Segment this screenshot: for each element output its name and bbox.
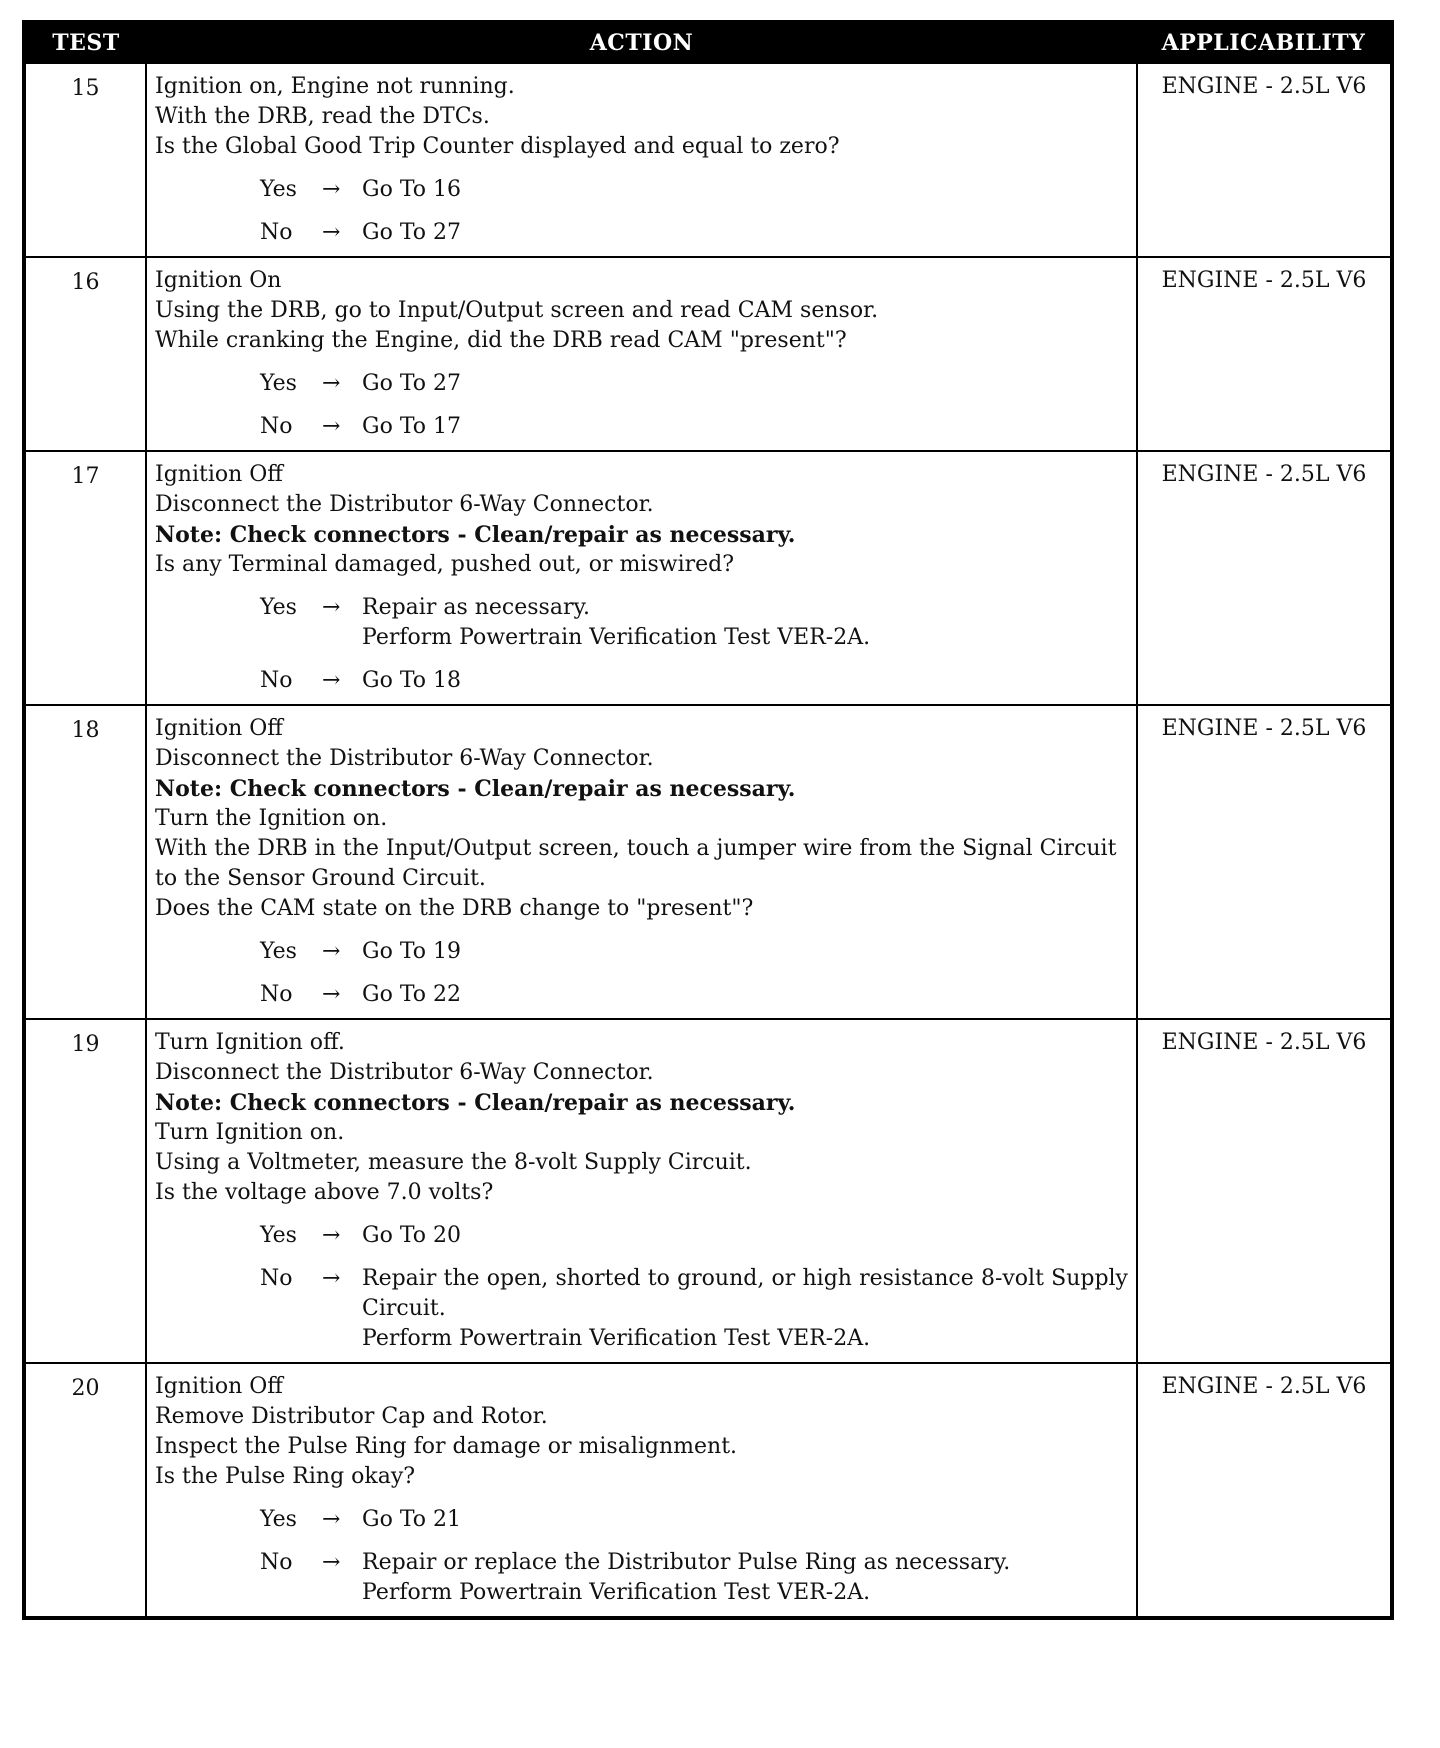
result-line: Go To 27	[362, 220, 462, 245]
header-action: ACTION	[146, 22, 1137, 63]
result-line: Go To 17	[362, 414, 462, 439]
right-arrow-icon: →	[322, 668, 341, 693]
applicability-value: ENGINE - 2.5L V6	[1137, 257, 1392, 451]
right-arrow-icon: →	[322, 595, 341, 620]
action-step: While cranking the Engine, did the DRB read CAM "present"?	[155, 328, 847, 353]
action-step: Disconnect the Distributor 6-Way Connector.	[155, 746, 654, 771]
right-arrow-icon: →	[322, 414, 341, 439]
result-line: Go To 22	[362, 982, 462, 1007]
action-step: Does the CAM state on the DRB change to "present"?	[155, 896, 754, 921]
result-line: Go To 21	[362, 1507, 462, 1532]
action-step: Using a Voltmeter, measure the 8-volt Supply Circuit.	[155, 1150, 752, 1175]
test-number: 20	[24, 1363, 146, 1618]
table-row	[24, 705, 1392, 1019]
action-step: Ignition Off	[155, 462, 283, 487]
right-arrow-icon: →	[322, 1507, 341, 1532]
action-step: Turn Ignition on.	[155, 1120, 345, 1145]
right-arrow-icon: →	[322, 371, 341, 396]
branch-result	[362, 1264, 1128, 1354]
diagnostic-test-table	[22, 20, 1394, 1620]
branch-result	[362, 1505, 1128, 1535]
branch-yes	[155, 175, 1128, 205]
applicability-value: ENGINE - 2.5L V6	[1137, 1019, 1392, 1363]
result-line: Perform Powertrain Verification Test VER-2A.	[362, 1580, 871, 1605]
answer-label: Yes	[260, 177, 297, 202]
answer-label: No	[260, 1550, 293, 1575]
branch-result	[362, 593, 1128, 653]
action-step: Ignition on, Engine not running.	[155, 74, 515, 99]
action-cell	[146, 705, 1137, 1019]
action-step: Ignition On	[155, 268, 282, 293]
test-number: 19	[24, 1019, 146, 1363]
result-line: Go To 19	[362, 939, 462, 964]
branch-result	[362, 1221, 1128, 1251]
branch-result	[362, 218, 1128, 248]
answer-label: No	[260, 982, 293, 1007]
action-cell	[146, 63, 1137, 257]
action-step: Is the Global Good Trip Counter displayed and equal to zero?	[155, 134, 840, 159]
action-step: Disconnect the Distributor 6-Way Connector.	[155, 492, 654, 517]
branch-no	[155, 1548, 1128, 1608]
answer-label: No	[260, 668, 293, 693]
answer-label: Yes	[260, 595, 297, 620]
branch-result	[362, 412, 1128, 442]
branch-yes	[155, 1221, 1128, 1251]
action-step: Inspect the Pulse Ring for damage or misalignment.	[155, 1434, 738, 1459]
action-step: Remove Distributor Cap and Rotor.	[155, 1404, 548, 1429]
answer-label: No	[260, 220, 293, 245]
answer-label: Yes	[260, 1507, 297, 1532]
branch-yes	[155, 1505, 1128, 1535]
action-cell	[146, 1019, 1137, 1363]
action-cell	[146, 451, 1137, 705]
action-cell	[146, 1363, 1137, 1618]
branch-result	[362, 1548, 1128, 1608]
result-line: Go To 20	[362, 1223, 462, 1248]
result-line: Perform Powertrain Verification Test VER-2A.	[362, 1326, 871, 1351]
header-applicability: APPLICABILITY	[1137, 22, 1392, 63]
test-number: 15	[24, 63, 146, 257]
table-row	[24, 257, 1392, 451]
table-row	[24, 1019, 1392, 1363]
right-arrow-icon: →	[322, 982, 341, 1007]
result-line: Go To 27	[362, 371, 462, 396]
right-arrow-icon: →	[322, 1266, 341, 1291]
right-arrow-icon: →	[322, 177, 341, 202]
action-step: Turn Ignition off.	[155, 1030, 345, 1055]
table-row	[24, 63, 1392, 257]
branch-result	[362, 175, 1128, 205]
result-line: Perform Powertrain Verification Test VER-2A.	[362, 625, 871, 650]
action-step: With the DRB, read the DTCs.	[155, 104, 490, 129]
action-step: Ignition Off	[155, 716, 283, 741]
answer-label: No	[260, 1266, 293, 1291]
applicability-value: ENGINE - 2.5L V6	[1137, 1363, 1392, 1618]
action-step: Disconnect the Distributor 6-Way Connector.	[155, 1060, 654, 1085]
right-arrow-icon: →	[322, 220, 341, 245]
note-text: Note: Check connectors - Clean/repair as necessary.	[155, 522, 796, 548]
branch-no	[155, 1264, 1128, 1354]
answer-label: No	[260, 414, 293, 439]
table-body	[24, 63, 1392, 1618]
action-cell	[146, 257, 1137, 451]
applicability-value: ENGINE - 2.5L V6	[1137, 63, 1392, 257]
branch-result	[362, 666, 1128, 696]
test-number: 17	[24, 451, 146, 705]
result-line: Go To 16	[362, 177, 462, 202]
branch-result	[362, 980, 1128, 1010]
branch-result	[362, 937, 1128, 967]
answer-label: Yes	[260, 371, 297, 396]
result-line: Go To 18	[362, 668, 462, 693]
action-step: Is the Pulse Ring okay?	[155, 1464, 416, 1489]
branch-yes	[155, 593, 1128, 653]
branch-no	[155, 218, 1128, 248]
branch-no	[155, 412, 1128, 442]
branch-result	[362, 369, 1128, 399]
action-step: Is the voltage above 7.0 volts?	[155, 1180, 494, 1205]
header-test: TEST	[24, 22, 146, 63]
branch-yes	[155, 937, 1128, 967]
branch-yes	[155, 369, 1128, 399]
applicability-value: ENGINE - 2.5L V6	[1137, 451, 1392, 705]
right-arrow-icon: →	[322, 1223, 341, 1248]
note-text: Note: Check connectors - Clean/repair as necessary.	[155, 776, 796, 802]
note-text: Note: Check connectors - Clean/repair as necessary.	[155, 1090, 796, 1116]
table-row	[24, 451, 1392, 705]
branch-no	[155, 666, 1128, 696]
answer-label: Yes	[260, 939, 297, 964]
right-arrow-icon: →	[322, 939, 341, 964]
result-line: Repair the open, shorted to ground, or high resistance 8-volt Supply Circuit.	[362, 1266, 1128, 1321]
table-header-row	[24, 22, 1392, 63]
test-number: 16	[24, 257, 146, 451]
action-step: Using the DRB, go to Input/Output screen and read CAM sensor.	[155, 298, 879, 323]
table-row	[24, 1363, 1392, 1618]
test-number: 18	[24, 705, 146, 1019]
action-step: Is any Terminal damaged, pushed out, or miswired?	[155, 552, 735, 577]
right-arrow-icon: →	[322, 1550, 341, 1575]
action-step: With the DRB in the Input/Output screen, touch a jumper wire from the Signal Circuit to the Sensor Ground Circuit.	[155, 836, 1117, 891]
branch-no	[155, 980, 1128, 1010]
result-line: Repair as necessary.	[362, 595, 590, 620]
action-step: Turn the Ignition on.	[155, 806, 388, 831]
applicability-value: ENGINE - 2.5L V6	[1137, 705, 1392, 1019]
answer-label: Yes	[260, 1223, 297, 1248]
result-line: Repair or replace the Distributor Pulse Ring as necessary.	[362, 1550, 1011, 1575]
action-step: Ignition Off	[155, 1374, 283, 1399]
